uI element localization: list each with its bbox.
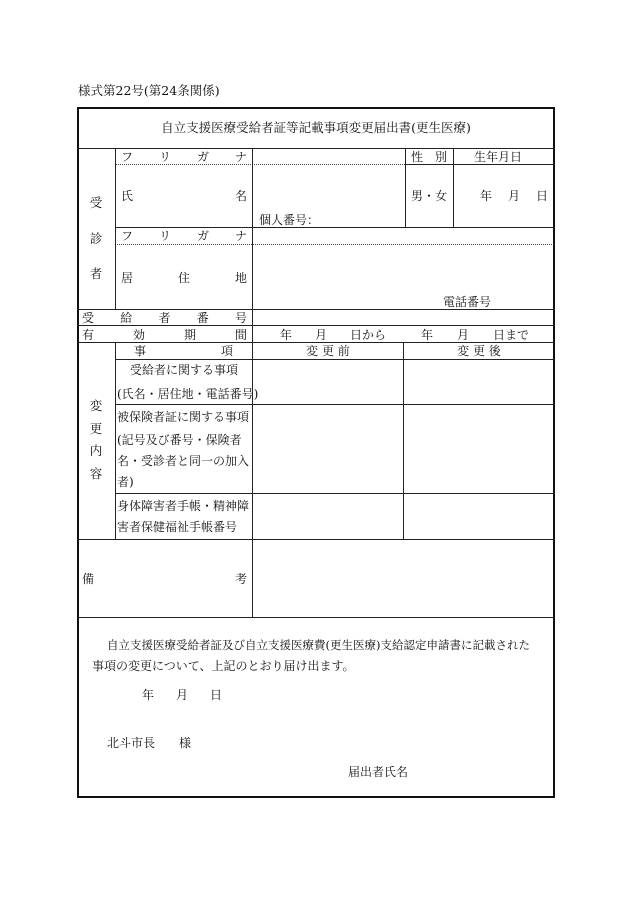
address-label: 居 住 地 <box>121 271 247 285</box>
furigana-rule-2 <box>115 244 554 245</box>
applicant-name-label: 届出者氏名 <box>348 765 409 779</box>
recipient-number-label: 受 給 者 番 号 <box>82 311 247 325</box>
change-item-3-line-1: 身体障害者手帳・精神障 <box>117 499 250 513</box>
sex-options: 男・女 <box>411 189 448 203</box>
declaration-line-2: 事項の変更について、上記のとおり届け出ます。 <box>92 659 355 673</box>
furigana-label-address: フ リ ガ ナ <box>121 229 247 243</box>
declaration-date: 年 月 日 <box>142 688 222 702</box>
before-after-divider <box>403 342 404 539</box>
change-item-3-line-2: 害者保健福祉手帳番号 <box>117 520 238 534</box>
form-title: 自立支援医療受給者証等記載事項変更届出書(更生医療) <box>161 120 471 135</box>
item-header: 事 項 <box>134 344 233 358</box>
birthdate-label: 生年月日 <box>474 150 523 164</box>
validity-bottom-rule <box>78 342 554 343</box>
name-row-rule <box>115 227 554 228</box>
validity-to: 年 月 日まで <box>421 328 529 342</box>
changes-section-label: 変 更 内 容 <box>89 398 103 481</box>
change-item-2-line-2: (記号及び番号・保険者 <box>117 433 242 447</box>
sex-header-rule <box>405 164 554 165</box>
patient-section-label: 受 診 者 <box>89 195 103 281</box>
change-header-rule <box>115 359 554 360</box>
change-row2-rule <box>115 493 554 494</box>
change-item-1-line-2: (氏名・居住地・電話番号) <box>117 387 259 401</box>
sex-left-divider <box>405 148 406 227</box>
title-rule <box>78 148 554 149</box>
patient-bottom-rule <box>78 309 554 310</box>
changes-label-divider <box>115 342 116 539</box>
change-row1-rule <box>115 404 554 405</box>
form-number: 様式第22号(第24条関係) <box>78 83 220 98</box>
validity-label: 有 効 期 間 <box>82 328 247 342</box>
phone-label: 電話番号 <box>443 295 492 309</box>
changes-bottom-rule <box>78 539 554 540</box>
remarks-bottom-rule <box>78 617 554 618</box>
validity-from: 年 月 日から <box>280 328 386 342</box>
addressee: 北斗市長 様 <box>107 736 192 750</box>
recipient-bottom-rule <box>78 325 554 326</box>
change-item-2-line-3: 名・受診者と同一の加入 <box>117 454 250 468</box>
birthdate-units: 年 月 日 <box>480 189 548 203</box>
before-header: 変 更 前 <box>306 344 350 358</box>
change-item-1-line-1: 受給者に関する事項 <box>130 363 239 377</box>
label-value-divider <box>252 148 253 617</box>
after-header: 変 更 後 <box>457 344 501 358</box>
sex-label: 性 別 <box>411 150 447 164</box>
change-item-2-line-1: 被保険者証に関する事項 <box>117 410 250 424</box>
name-label: 氏 名 <box>121 189 247 203</box>
my-number-label: 個人番号： <box>259 213 320 227</box>
furigana-rule-1 <box>115 164 405 165</box>
change-item-2-line-4: 者) <box>117 475 134 489</box>
sex-right-divider <box>453 148 454 227</box>
furigana-label: フ リ ガ ナ <box>121 150 247 164</box>
declaration-line-1: 自立支援医療受給者証及び自立支援医療費(更生医療)支給認定申請書に記載された <box>107 638 530 652</box>
patient-label-divider <box>115 148 116 309</box>
remarks-label: 備 考 <box>82 572 247 586</box>
